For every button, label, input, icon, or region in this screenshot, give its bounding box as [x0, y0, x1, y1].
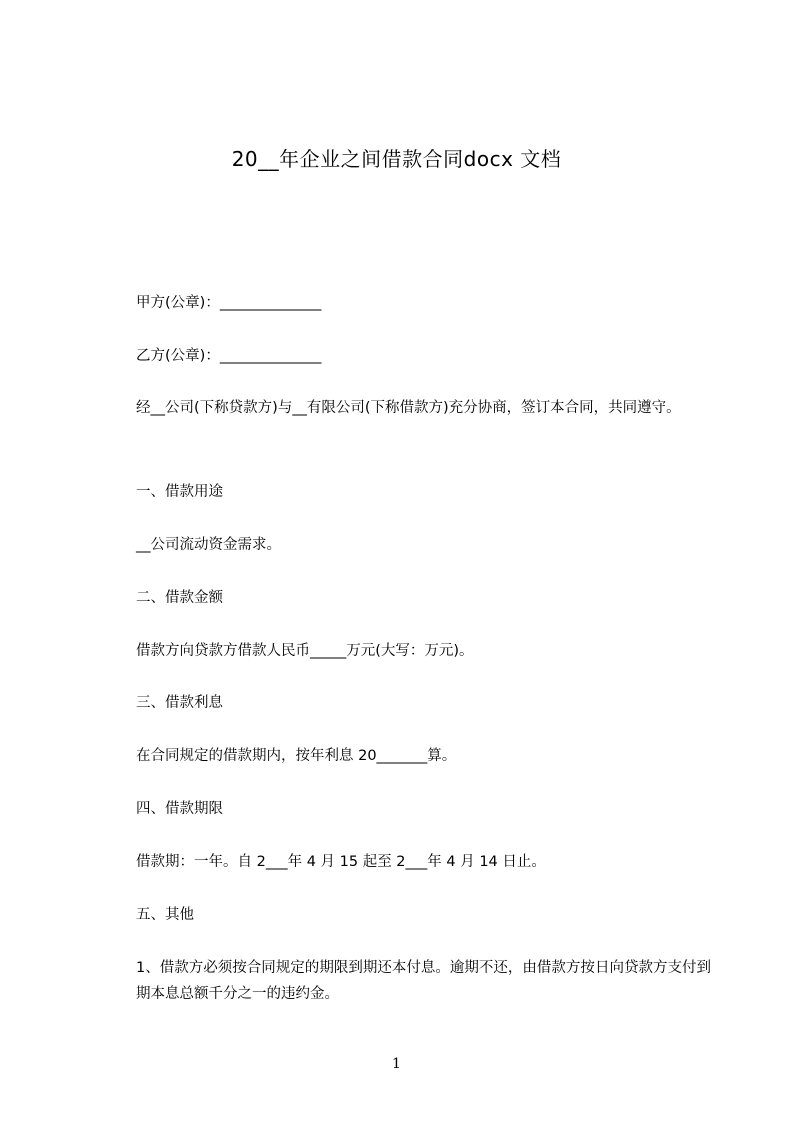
document-title: 20__年企业之间借款合同docx 文档 [231, 147, 562, 171]
section-1-body: __公司流动资金需求。 [136, 537, 281, 553]
section-2-heading: 二、借款金额 [136, 590, 223, 606]
section-2-body: 借款方向贷款方借款人民币_____万元(大写：万元)。 [136, 643, 474, 659]
page-number: 1 [392, 1056, 401, 1072]
party-b-line: 乙方(公章)：______________ [136, 348, 322, 364]
section-4-body: 借款期：一年。自 2___年 4 月 15 起至 2___年 4 月 14 日止。 [136, 854, 546, 870]
section-5-heading: 五、其他 [136, 907, 194, 923]
intro-paragraph: 经__公司(下称贷款方)与__有限公司(下称借款方)充分协商，签订本合同，共同遵守。 [136, 400, 681, 416]
section-4-heading: 四、借款期限 [136, 801, 223, 817]
section-3-heading: 三、借款利息 [136, 695, 223, 711]
section-3-body: 在合同规定的借款期内，按年利息 20_______算。 [136, 748, 457, 764]
section-5-body: 1、借款方必须按合同规定的期限到期还本付息。逾期不还，由借款方按日向贷款方支付到期本息总额千分之一的违约金。 [136, 960, 711, 1002]
section-1-heading: 一、借款用途 [136, 484, 223, 500]
party-a-line: 甲方(公章)：______________ [136, 295, 322, 311]
